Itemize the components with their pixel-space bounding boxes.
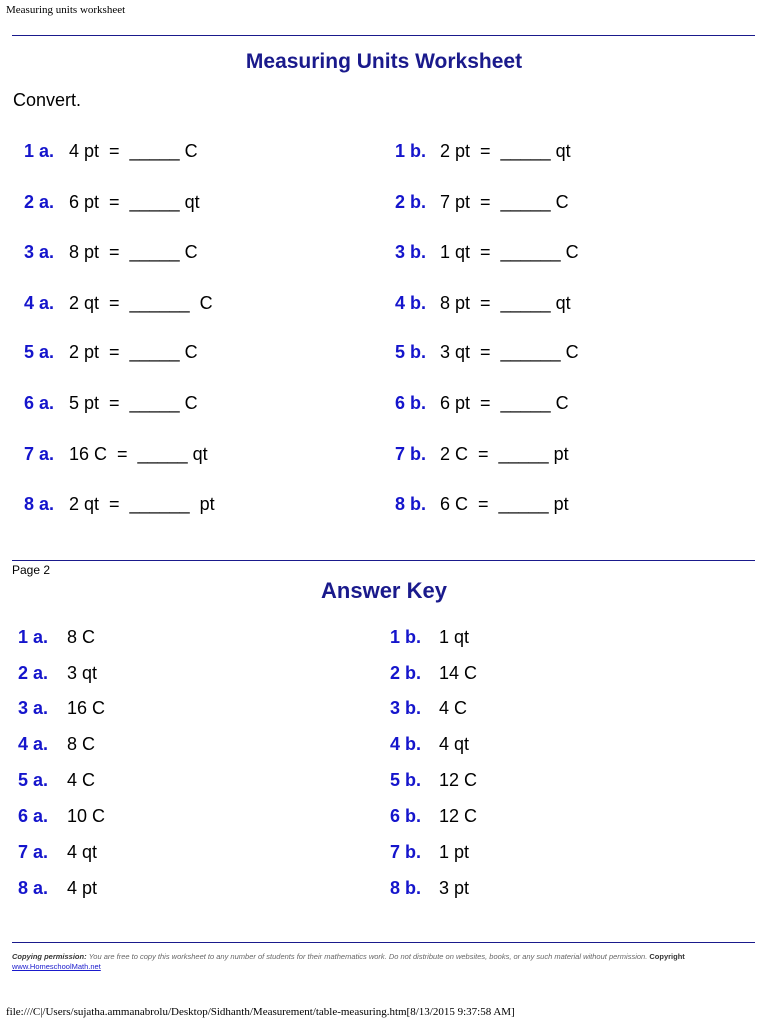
- problem-number: 6 b.: [395, 393, 427, 413]
- problem-7b: [395, 444, 569, 465]
- answer-number: 6 b.: [390, 806, 422, 826]
- problem-text: 1 qt = ______ C: [440, 242, 579, 262]
- answer-number: 8 b.: [390, 878, 422, 898]
- answer-text: 10 C: [67, 806, 106, 826]
- problem-text: 6 pt = _____ C: [440, 393, 569, 413]
- homeschoolmath-link[interactable]: www.HomeschoolMath.net: [12, 962, 101, 971]
- problem-number: 8 b.: [395, 494, 427, 514]
- answer-text: 4 pt: [67, 878, 98, 898]
- answer-number: 7 b.: [390, 842, 422, 862]
- answer-3b: [390, 698, 467, 719]
- problem-text: 3 qt = ______ C: [440, 342, 579, 362]
- answer-text: 4 C: [439, 698, 468, 718]
- problem-number: 7 a.: [24, 444, 55, 464]
- answer-7b: [390, 842, 469, 863]
- answer-number: 3 b.: [390, 698, 422, 718]
- problem-number: 1 b.: [395, 141, 427, 161]
- problem-5a: [24, 342, 198, 363]
- problem-4a: [24, 293, 213, 314]
- answer-text: 3 pt: [439, 878, 470, 898]
- answer-1b: [390, 627, 469, 648]
- answer-number: 1 b.: [390, 627, 422, 647]
- answer-1a: [18, 627, 95, 648]
- answer-number: 3 a.: [18, 698, 49, 718]
- problem-text: 6 C = _____ pt: [440, 494, 569, 514]
- problem-text: 6 pt = _____ qt: [69, 192, 200, 212]
- problem-text: 2 qt = ______ C: [69, 293, 213, 313]
- answer-text: 16 C: [67, 698, 106, 718]
- answer-number: 1 a.: [18, 627, 49, 647]
- problem-number: 5 a.: [24, 342, 55, 362]
- problem-number: 4 a.: [24, 293, 55, 313]
- answer-2b: [390, 663, 477, 684]
- copyright-text: You are free to copy this worksheet to any number of students for their mathematics work. Do not distribute on websites, books, or any such material without permission.: [88, 952, 648, 961]
- problem-text: 5 pt = _____ C: [69, 393, 198, 413]
- answer-number: 2 a.: [18, 663, 49, 683]
- answer-8b: [390, 878, 469, 899]
- answer-number: 4 a.: [18, 734, 49, 754]
- problem-1b: [395, 141, 571, 162]
- answer-number: 7 a.: [18, 842, 49, 862]
- footer-divider: [12, 942, 755, 943]
- copyright-word: Copyright: [649, 952, 685, 961]
- problem-7a: [24, 444, 208, 465]
- problem-4b: [395, 293, 571, 314]
- answer-text: 4 C: [67, 770, 96, 790]
- answer-text: 8 C: [67, 734, 96, 754]
- problem-number: 6 a.: [24, 393, 55, 413]
- problem-8a: [24, 494, 215, 515]
- answer-text: 4 qt: [439, 734, 470, 754]
- problem-text: 4 pt = _____ C: [69, 141, 198, 161]
- answer-7a: [18, 842, 97, 863]
- copyright-notice: [12, 952, 757, 972]
- problem-text: 2 pt = _____ C: [69, 342, 198, 362]
- problem-6b: [395, 393, 569, 414]
- problem-text: 2 C = _____ pt: [440, 444, 569, 464]
- browser-footer-path: file:///C|/Users/sujatha.ammanabrolu/Desktop/Sidhanth/Measurement/table-measuring.htm[8/13/2015 9:37:58 AM]: [6, 1006, 515, 1018]
- answer-3a: [18, 698, 105, 719]
- answer-5b: [390, 770, 477, 791]
- answer-number: 5 a.: [18, 770, 49, 790]
- problem-2a: [24, 192, 200, 213]
- instruction-text: Convert.: [13, 90, 82, 110]
- problem-text: 16 C = _____ qt: [69, 444, 208, 464]
- problem-1a: [24, 141, 198, 162]
- answer-number: 5 b.: [390, 770, 422, 790]
- problem-2b: [395, 192, 569, 213]
- answer-8a: [18, 878, 97, 899]
- answer-6b: [390, 806, 477, 827]
- problem-number: 3 b.: [395, 242, 427, 262]
- page-label: Page 2: [12, 563, 51, 577]
- problem-8b: [395, 494, 569, 515]
- answer-5a: [18, 770, 95, 791]
- problem-text: 7 pt = _____ C: [440, 192, 569, 212]
- answer-key-title: Answer Key: [321, 578, 447, 603]
- problem-text: 2 pt = _____ qt: [440, 141, 571, 161]
- answer-number: 2 b.: [390, 663, 422, 683]
- answer-text: 4 qt: [67, 842, 98, 862]
- problem-number: 1 a.: [24, 141, 55, 161]
- page-divider: [12, 560, 755, 561]
- answer-text: 3 qt: [67, 663, 98, 683]
- answer-text: 12 C: [439, 806, 478, 826]
- problem-6a: [24, 393, 198, 414]
- problem-text: 8 pt = _____ C: [69, 242, 198, 262]
- problem-3b: [395, 242, 579, 263]
- answer-4b: [390, 734, 469, 755]
- problem-5b: [395, 342, 579, 363]
- copyright-label: Copying permission:: [12, 952, 87, 961]
- answer-text: 14 C: [439, 663, 478, 683]
- problem-text: 8 pt = _____ qt: [440, 293, 571, 313]
- problem-number: 3 a.: [24, 242, 55, 262]
- problem-number: 7 b.: [395, 444, 427, 464]
- problem-number: 4 b.: [395, 293, 427, 313]
- problem-3a: [24, 242, 198, 263]
- answer-2a: [18, 663, 97, 684]
- worksheet-title: Measuring Units Worksheet: [245, 50, 523, 73]
- problem-number: 2 a.: [24, 192, 55, 212]
- problem-number: 5 b.: [395, 342, 427, 362]
- answer-text: 8 C: [67, 627, 96, 647]
- problem-number: 8 a.: [24, 494, 55, 514]
- problem-text: 2 qt = ______ pt: [69, 494, 215, 514]
- top-divider: [12, 35, 755, 36]
- answer-text: 1 pt: [439, 842, 470, 862]
- answer-number: 6 a.: [18, 806, 49, 826]
- answer-number: 4 b.: [390, 734, 422, 754]
- problem-number: 2 b.: [395, 192, 427, 212]
- answer-4a: [18, 734, 95, 755]
- answer-6a: [18, 806, 105, 827]
- answer-number: 8 a.: [18, 878, 49, 898]
- answer-text: 1 qt: [439, 627, 470, 647]
- browser-header-title: Measuring units worksheet: [6, 4, 126, 16]
- answer-text: 12 C: [439, 770, 478, 790]
